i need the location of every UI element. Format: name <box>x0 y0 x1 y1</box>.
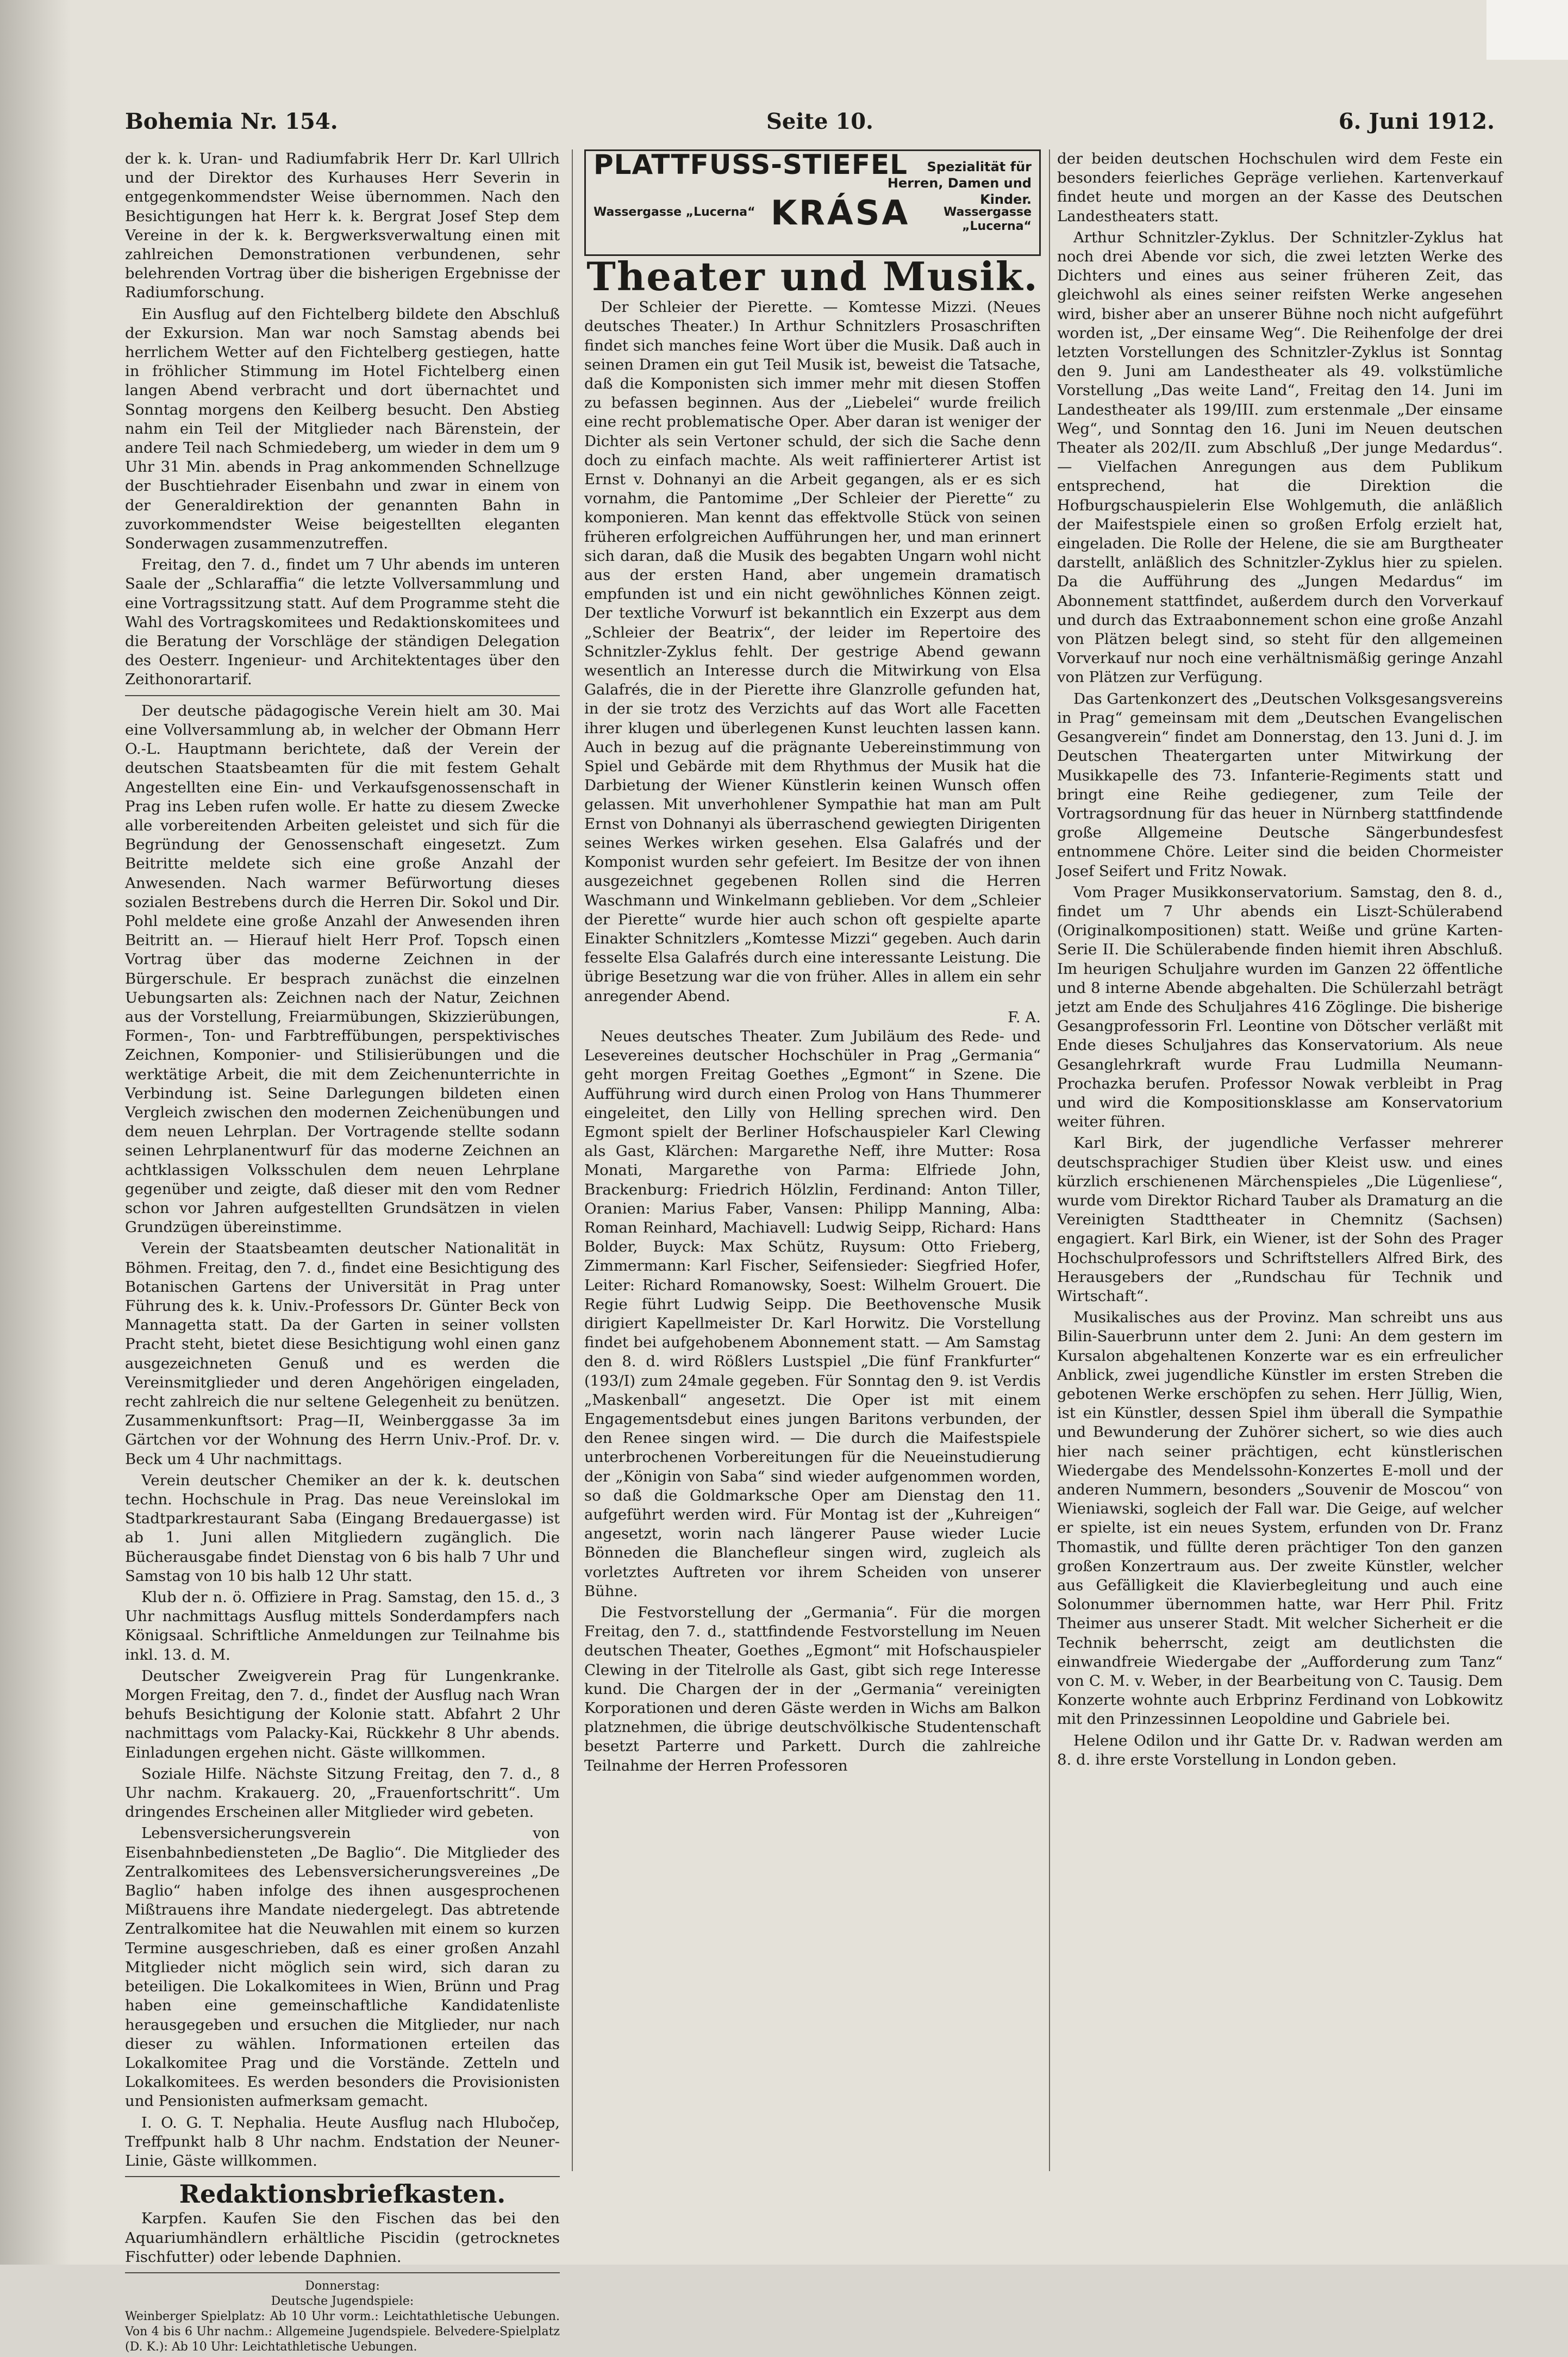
article-paragraph: Helene Odilon und ihr Gatte Dr. v. Radwan werden am 8. d. ihre erste Vorstellung in London geben. <box>1057 1731 1503 1768</box>
article-paragraph: Freitag, den 7. d., findet um 7 Uhr abends im unteren Saale der „Schlaraffia“ die letzte Vollversammlung und eine Vortragssitzung statt. Auf dem Programme steht die Wahl des Vortragskomitees und Redaktionskomitees und die Beratung der Vorschläge der ständigen Delegation des Oesterr. Ingenieur- und Architektentages über den Zeithonorartarif. <box>125 556 560 689</box>
article-paragraph: der beiden deutschen Hochschulen wird dem Feste ein besonders feierliches Gepräge verliehen. Kartenverkauf findet heute und morgen an der Kasse des Deutschen Landestheaters statt. <box>1057 150 1503 225</box>
article-paragraph: I. O. G. T. Nephalia. Heute Ausflug nach Hlubočep, Treffpunkt halb 8 Uhr nachm. Endstation der Neuner-Linie, Gäste willkommen. <box>125 2114 560 2170</box>
article-paragraph: Klub der n. ö. Offiziere in Prag. Samstag, den 15. d., 3 Uhr nachmittags Ausflug mittels Sonderdampfers nach Königsaal. Schriftliche Anmeldungen zur Teilnahme bis inkl. 13. d. M. <box>125 1589 560 1664</box>
column-2 <box>584 149 1041 1778</box>
section-title-theater: Theater und Musik. <box>586 253 1039 299</box>
header-page-number: Seite 10. <box>766 109 873 134</box>
article-paragraph: Musikalisches aus der Provinz. Man schreibt uns aus Bilin-Sauerbrunn unter dem 2. Juni: An dem gestern im Kursalon abgehaltenen Konzerte war es ein erfreulicher Anblick, zwei jugendliche Künstler im ersten Streben die gebotenen Werke erschöpfen zu sehen. Herr Jüllig, Wien, ist ein Künstler, dessen Spiel ihm überall die Sympathie und Bewunderung der Zuhörer sichert, so wie dies auch hier nach seiner prächtigen, echt künstlerischen Wiedergabe des Mendelssohn-Konzertes E-moll und der anderen Nummern, besonders „Souvenir de Moscou“ von Wieniawski, sogleich der Fall war. Die Geige, auf welcher er spielte, ist ein neues System, erfunden von Dr. Franz Thomastik, und füllte deren prächtiger Ton den ganzen großen Konzertraum aus. Der zweite Künstler, welcher aus Gefälligkeit die Klavierbegleitung und auch eine Solonummer übernommen hatte, war Herr Phil. Fritz Theimer aus unserer Stadt. Mit welcher Sicherheit er die Technik beherrscht, zeigt am deutlichsten die einwandfreie Wiedergabe der „Aufforderung zum Tanz“ von C. M. v. Weber, in der Bearbeitung von C. Tausig. Dem Konzerte wohnte auch Erbprinz Ferdinand von Lobkowitz mit den Prinzessinnen Leopoldine und Gabriele bei. <box>1057 1309 1503 1728</box>
article-paragraph: Neues deutsches Theater. Zum Jubiläum des Rede- und Lesevereines deutscher Hochschüler in Prag „Germania“ geht morgen Freitag Goethes „Egmont“ in Szene. Die Aufführung wird durch einen Prolog von Hans Thummerer eingeleitet, den Lilly von Helling sprechen wird. Den Egmont spielt der Berliner Hofschauspieler Karl Clewing als Gast, Klärchen: Margarethe Neff, ihre Mutter: Rosa Monati, Margarethe von Parma: Elfriede John, Brackenburg: Friedrich Hölzlin, Ferdinand: Anton Tiller, Oranien: Marius Faber, Vansen: Philipp Manning, Alba: Roman Reinhard, Machiavell: Ludwig Seipp, Richard: Hans Bolder, Buyck: Max Schütz, Ruysum: Otto Frieberg, Zimmermann: Karl Fischer, Seifensieder: Siegfried Hofer, Leiter: Richard Romanowsky, Soest: Wilhelm Grouert. Die Regie führt Ludwig Seipp. Die Beethovensche Musik dirigiert Kapellmeister Dr. Karl Horwitz. Die Vorstellung findet bei aufgehobenem Abonnement statt. — Am Samstag den 8. d. wird Rößlers Lustspiel „Die fünf Frankfurter“ (193/I) zum 24male gegeben. Für Sonntag den 9. ist Verdis „Maskenball“ angesetzt. Die Oper ist mit einem Engagementsdebut eines jungen Baritons verbunden, der den Renee singen wird. — Die durch die Maifestspiele unterbrochenen Vorbereitungen für die Neueinstudierung der „Königin von Saba“ sind wieder aufgenommen worden, so daß die Goldmarksche Oper am Dienstag den 11. aufgeführt werden wird. Für Montag ist der „Kuhreigen“ angesetzt, worin nach längerer Pause wieder Lucie Bönneden die Blanchefleur singen wird, zugleich als vorletztes Auftreten vor ihrem Scheiden von unserer Bühne. <box>584 1027 1041 1600</box>
notice-heading: Donnerstag: <box>305 2279 380 2293</box>
column-rule-2 <box>1049 149 1050 2171</box>
ad-subtitle: Spezialität für Herren, Damen und Kinder. <box>887 159 1032 207</box>
article-paragraph: Die Festvorstellung der „Germania“. Für die morgen Freitag, den 7. d., stattfindende Festvorstellung im Neuen deutschen Theater, Goethes „Egmont“ mit Hofschauspieler Clewing in der Titelrolle als Gast, gibt sich rege Interesse kund. Die Chargen der in der „Germania“ vereinigten Korporationen und deren Gäste werden in Wichs am Balkon platznehmen, die übrige deutschvölkische Studentenschaft besetzt Parterre und Parkett. Durch die zahlreiche Teilnahme der Herren Professoren <box>584 1604 1041 1774</box>
page-header <box>125 109 1495 141</box>
column-1 <box>125 149 560 2357</box>
page-corner <box>1486 0 1568 60</box>
article-paragraph: Das Gartenkonzert des „Deutschen Volksgesangsvereins in Prag“ gemeinsam mit dem „Deutschen Evangelischen Gesangverein“ findet am Donnerstag, den 13. Juni d. J. im Deutschen Theatergarten unter Mitwirkung der Musikkapelle des 73. Infanterie-Regiments statt und bringt eine Reihe gediegener, zum Teile der Vortragsordnung für das heuer in Nürnberg stattfindende große Allgemeine Deutsche Sängerbundesfest entnommene Chöre. Leiter sind die beiden Chormeister Josef Seifert und Fritz Nowak. <box>1057 690 1503 880</box>
article-paragraph: Arthur Schnitzler-Zyklus. Der Schnitzler-Zyklus hat noch drei Abende vor sich, die zwei letzten Werke des Dichters und eines aus seiner früheren Zeit, das gleichwohl als eines seiner reifsten Werke angesehen wird, bisher aber an unserer Bühne noch nicht aufgeführt worden ist, „Der einsame Weg“. Die Reihenfolge der drei letzten Vorstellungen des Schnitzler-Zyklus ist Sonntag den 9. Juni am Landestheater als 49. volkstümliche Vorstellung „Das weite Land“, Freitag den 14. Juni im Landestheater als 199/III. zum erstenmale „Der einsame Weg“, und Sonntag den 16. Juni im Neuen deutschen Theater als 202/II. zum Abschluß „Der junge Medardus“. — Vielfachen Anregungen aus dem Publikum entsprechend, hat die Direktion die Hofburgschauspielerin Else Wohlgemuth, die anläßlich der Maifestspiele einen so großen Erfolg erzielt hat, eingeladen. Die Rolle der Helene, die sie am Burgtheater darstellt, anläßlich des Schnitzler-Zyklus hier zu spielen. Da die Aufführung des „Jungen Medardus“ im Abonnement stattfindet, außerdem durch den Vorverkauf und durch das Extraabonnement schon eine große Anzahl von Plätzen belegt sind, so steht für den allgemeinen Vorverkauf nur noch eine verhältnismäßig geringe Anzahl von Plätzen zur Verfügung. <box>1057 228 1503 686</box>
ad-brand: KRÁSA <box>771 193 910 233</box>
article-paragraph: Verein deutscher Chemiker an der k. k. deutschen techn. Hochschule in Prag. Das neue Vereinslokal im Stadtparkrestaurant Saba (Eingang Bredauergasse) ist ab 1. Juni allen Mitgliedern zugänglich. Die Bücherausgabe findet Dienstag von 6 bis halb 7 Uhr und Samstag von 10 bis halb 12 Uhr statt. <box>125 1471 560 1585</box>
author-signature: F. A. <box>1008 1008 1041 1026</box>
article-paragraph: Karl Birk, der jugendliche Verfasser mehrerer deutschsprachiger Studien über Kleist usw. und eines kürzlich erschienenen Märchenspieles „Die Lügenliese“, wurde vom Direktor Richard Tauber als Dramaturg an die Vereinigten Stadttheater in Chemnitz (Sachsen) engagiert. Karl Birk, ein Wiener, ist der Sohn des Prager Hochschulprofessors und Schriftstellers Alfred Birk, des Herausgebers der „Rundschau für Technik und Wirtschaft“. <box>1057 1134 1503 1305</box>
ad-title: PLATTFUSS-STIEFEL <box>594 149 908 180</box>
page-binding-shadow <box>0 0 71 2265</box>
notice-subheading: Deutsche Jugendspiele: <box>271 2294 414 2308</box>
article-paragraph: Der Schleier der Pierette. — Komtesse Mizzi. (Neues deutsches Theater.) In Arthur Schnitzlers Prosaschriften findet sich manches feine Wort über die Musik. Daß auch in seinen Dramen ein gut Teil Musik ist, beweist die Tatsache, daß die Komponisten sich immer mehr mit diesen Stoffen zu befassen beginnen. Aus der „Liebelei“ wurde freilich eine recht problematische Oper. Aber daran ist weniger der Dichter als sein Vertoner schuld, der sich die Sache denn doch zu einfach machte. Als weit raffinierterer Artist ist Ernst v. Dohnanyi an die Arbeit gegangen, als er es sich vornahm, die Pantomime „Der Schleier der Pierette“ zu komponieren. Man kennt das effektvolle Stück von seinen früheren erfolgreichen Aufführungen her, und man erinnert sich daran, daß die Musik des begabten Ungarn wohl nicht aus der ersten Hand, aber ungemein dramatisch empfunden ist und ein nicht gewöhnliches Können zeigt. Der textliche Vorwurf ist bekanntlich ein Exzerpt aus dem „Schleier der Beatrix“, der leider im Repertoire des Schnitzler-Zyklus fehlt. Der gestrige Abend gewann wesentlich an Interesse durch die Mitwirkung von Elsa Galafrés, die in der Pierette ihre Glanzrolle gefunden hat, in der sie trotz des Verzichts auf das Wort alle Facetten ihrer klugen und überlegenen Kunst leuchten lassen kann. Auch in bezug auf die prägnante Uebereinstimmung von Spiel und Gebärde mit dem Rhythmus der Musik hat die Darbietung der Wiener Künstlerin keinen Wunsch offen gelassen. Mit unverhohlener Sympathie hat man am Pult Ernst von Dohnanyi als überraschend gewiegten Dirigenten seines Werkes wirken gesehen. Elsa Galafrés und der Komponist wurden sehr gefeiert. Im Besitze der von ihnen ausgezeichnet gegebenen Rollen sind die Herren Waschmann und Winkelmann geblieben. Vor dem „Schleier der Pierette“ wurde hier auch schon oft gespielte aparte Einakter Schnitzlers „Komtesse Mizzi“ gegeben. Auch darin fesselte Elsa Galafrés durch eine interessante Leistung. Die übrige Besetzung war die von früher. Alles in allem ein sehr anregender Abend. <box>584 298 1041 1005</box>
article-paragraph: Ein Ausflug auf den Fichtelberg bildete den Abschluß der Exkursion. Man war noch Samstag abends bei herrlichem Wetter auf den Fichtelberg gestiegen, hatte in fröhlicher Stimmung im Hotel Fichtelberg einen langen Abend verbracht und dort übernachtet und Sonntag morgens den Keilberg besucht. Den Abstieg nahm ein Teil der Mitglieder nach Bärenstein, der andere Teil nach Schmiedeberg, um wieder in dem um 9 Uhr 31 Min. abends in Prag ankommenden Schnellzuge der Buschtiehrader Eisenbahn und zwar in einem von der Generaldirektion der genannten Bahn in zuvorkommendster Weise beigestellten eleganten Sonderwagen zusammenzutreffen. <box>125 305 560 553</box>
article-paragraph: Deutscher Zweigverein Prag für Lungenkranke. Morgen Freitag, den 7. d., findet der Ausflug nach Wran behufs Besichtigung der Kolonie statt. Abfahrt 2 Uhr nachmittags vom Palacky-Kai, Rückkehr 8 Uhr abends. Einladungen ergehen nicht. Gäste willkommen. <box>125 1667 560 1761</box>
section-title-briefkasten: Redaktionsbriefkasten. <box>179 2179 506 2209</box>
article-paragraph: Karpfen. Kaufen Sie den Fischen das bei den Aquariumhändlern erhältliche Piscidin (getrocknetes Fischfutter) oder lebende Daphnien. <box>125 2210 560 2266</box>
divider <box>125 695 560 696</box>
divider <box>125 2272 560 2273</box>
notice-text: Weinberger Spielplatz: Ab 10 Uhr vorm.: Leichtathletische Uebungen. Von 4 bis 6 Uhr nachm.: Allgemeine Jugendspiele. Belvedere-Spielplatz (D. K.): Ab 10 Uhr: Leichtathletische Uebungen. <box>125 2309 560 2354</box>
divider <box>125 2176 560 2177</box>
header-date: 6. Juni 1912. <box>1338 109 1495 134</box>
article-paragraph: Soziale Hilfe. Nächste Sitzung Freitag, den 7. d., 8 Uhr nachm. Krakauerg. 20, „Frauenfortschritt“. Um dringendes Erscheinen aller Mitglieder wird gebeten. <box>125 1765 560 1821</box>
advertisement <box>584 149 1041 256</box>
column-3 <box>1057 149 1503 1772</box>
article-paragraph: der k. k. Uran- und Radiumfabrik Herr Dr. Karl Ullrich und der Direktor des Kurhauses Herr Severin in entgegenkommendster Weise übernommen. Nach den Besichtigungen hat Herr k. k. Bergrat Josef Step dem Vereine in der k. k. Bergwerksverwaltung einen mit zahlreichen Demonstrationen verbundenen, sehr belehrenden Vortrag über die bisherigen Ergebnisse der Radiumforschung. <box>125 150 560 302</box>
column-rule-1 <box>572 149 573 2171</box>
ad-address-right: Wassergasse „Lucerna“ <box>944 205 1032 233</box>
article-paragraph: Verein der Staatsbeamten deutscher Nationalität in Böhmen. Freitag, den 7. d., findet eine Besichtigung des Botanischen Gartens der Universität in Prag unter Führung des k. k. Univ.-Professors Dr. Günter Beck von Mannagetta statt. Da der Garten in seiner vollsten Pracht steht, bietet diese Besichtigung wohl einen ganz ausgezeichneten Genuß und es werden die Vereinsmitglieder und deren Angehörigen eingeladen, recht zahlreich die nur seltene Gelegenheit zu benützen. Zusammenkunftsort: Prag—II, Weinberggasse 3a im Gärtchen vor der Wohnung des Herrn Univ.-Prof. Dr. v. Beck um 4 Uhr nachmittags. <box>125 1240 560 1468</box>
article-paragraph: Vom Prager Musikkonservatorium. Samstag, den 8. d., findet um 7 Uhr abends ein Liszt-Schülerabend (Originalkompositionen) statt. Weiße und grüne Karten-Serie II. Die Schülerabende finden hiemit ihren Abschluß. Im heurigen Schuljahre wurden im Ganzen 22 öffentliche und 8 interne Abende abgehalten. Die Schülerzahl beträgt jetzt am Ende des Schuljahres 416 Zöglinge. Die bisherige Gesangprofessorin Frl. Leontine von Dötscher verläßt mit Ende dieses Schuljahres das Konservatorium. Als neue Gesanglehrkraft wurde Frau Ludmilla Neumann-Prochazka berufen. Professor Nowak verbleibt in Prag und wird die Kompositionsklasse am Konservatorium weiter führen. <box>1057 883 1503 1131</box>
article-paragraph: Der deutsche pädagogische Verein hielt am 30. Mai eine Vollversammlung ab, in welcher der Obmann Herr O.-L. Hauptmann berichtete, daß der Verein der deutschen Staatsbeamten für die mit festem Gehalt Angestellten eine Ein- und Verkaufsgenossenschaft in Prag ins Leben rufen wolle. Er hatte zu diesem Zwecke alle vorbereitenden Arbeiten geleistet und sich für die Begründung der Genossenschaft eingesetzt. Zum Beitritte meldete sich eine große Anzahl der Anwesenden. Nach warmer Befürwortung dieses sozialen Bestrebens durch die Herren Dir. Sokol und Dir. Pohl meldete eine große Anzahl der Anwesenden ihren Beitritt an. — Hierauf hielt Herr Prof. Topsch einen Vortrag über das moderne Zeichnen in der Bürgerschule. Er besprach zunächst die einzelnen Uebungsarten als: Zeichnen nach der Natur, Zeichnen aus der Vorstellung, Freiarmübungen, Skizzierübungen, Formen-, Ton- und Farbtreffübungen, perspektivisches Zeichnen, Komponier- und Stilisierübungen und die werktätige Arbeit, die mit dem Zeichenunterrichte in Verbindung ist. Seine Darlegungen bildeten einen Vergleich zwischen den modernen Zeichenübungen und dem neuen Lehrplan. Der Vortragende stellte sodann seinen Lehrplanentwurf für das moderne Zeichnen an achtklassigen Volksschulen dem neuen Lehrplane gegenüber und zeigte, daß dieser mit den vom Redner schon vor Jahren aufgestellten Grundsätzen in vielen Grundzügen übereinstimme. <box>125 702 560 1236</box>
ad-address-left: Wassergasse „Lucerna“ <box>594 205 755 219</box>
article-paragraph: Lebensversicherungsverein von Eisenbahnbediensteten „De Baglio“. Die Mitglieder des Zentralkomitees des Lebensversicherungsvereines „De Baglio“ haben infolge des ihnen ausgesprochenen Mißtrauens ihre Mandate niedergelegt. Das abtretende Zentralkomitee hat die Neuwahlen mit einem so kurzen Termine ausgeschrieben, daß es einer großen Anzahl Mitglieder nicht möglich sein wird, sich daran zu beteiligen. Die Lokalkomitees in Wien, Brünn und Prag haben eine gemeinschaftliche Kandidatenliste herausgegeben und ersuchen die Mitglieder, nur nach dieser zu wählen. Informationen erteilen das Lokalkomitee Prag und die Vorstände. Zetteln und Lokalkomitees. Es werden besonders die Provisionisten und Pensionisten aufmerksam gemacht. <box>125 1824 560 2110</box>
header-publication: Bohemia Nr. 154. <box>125 109 338 134</box>
